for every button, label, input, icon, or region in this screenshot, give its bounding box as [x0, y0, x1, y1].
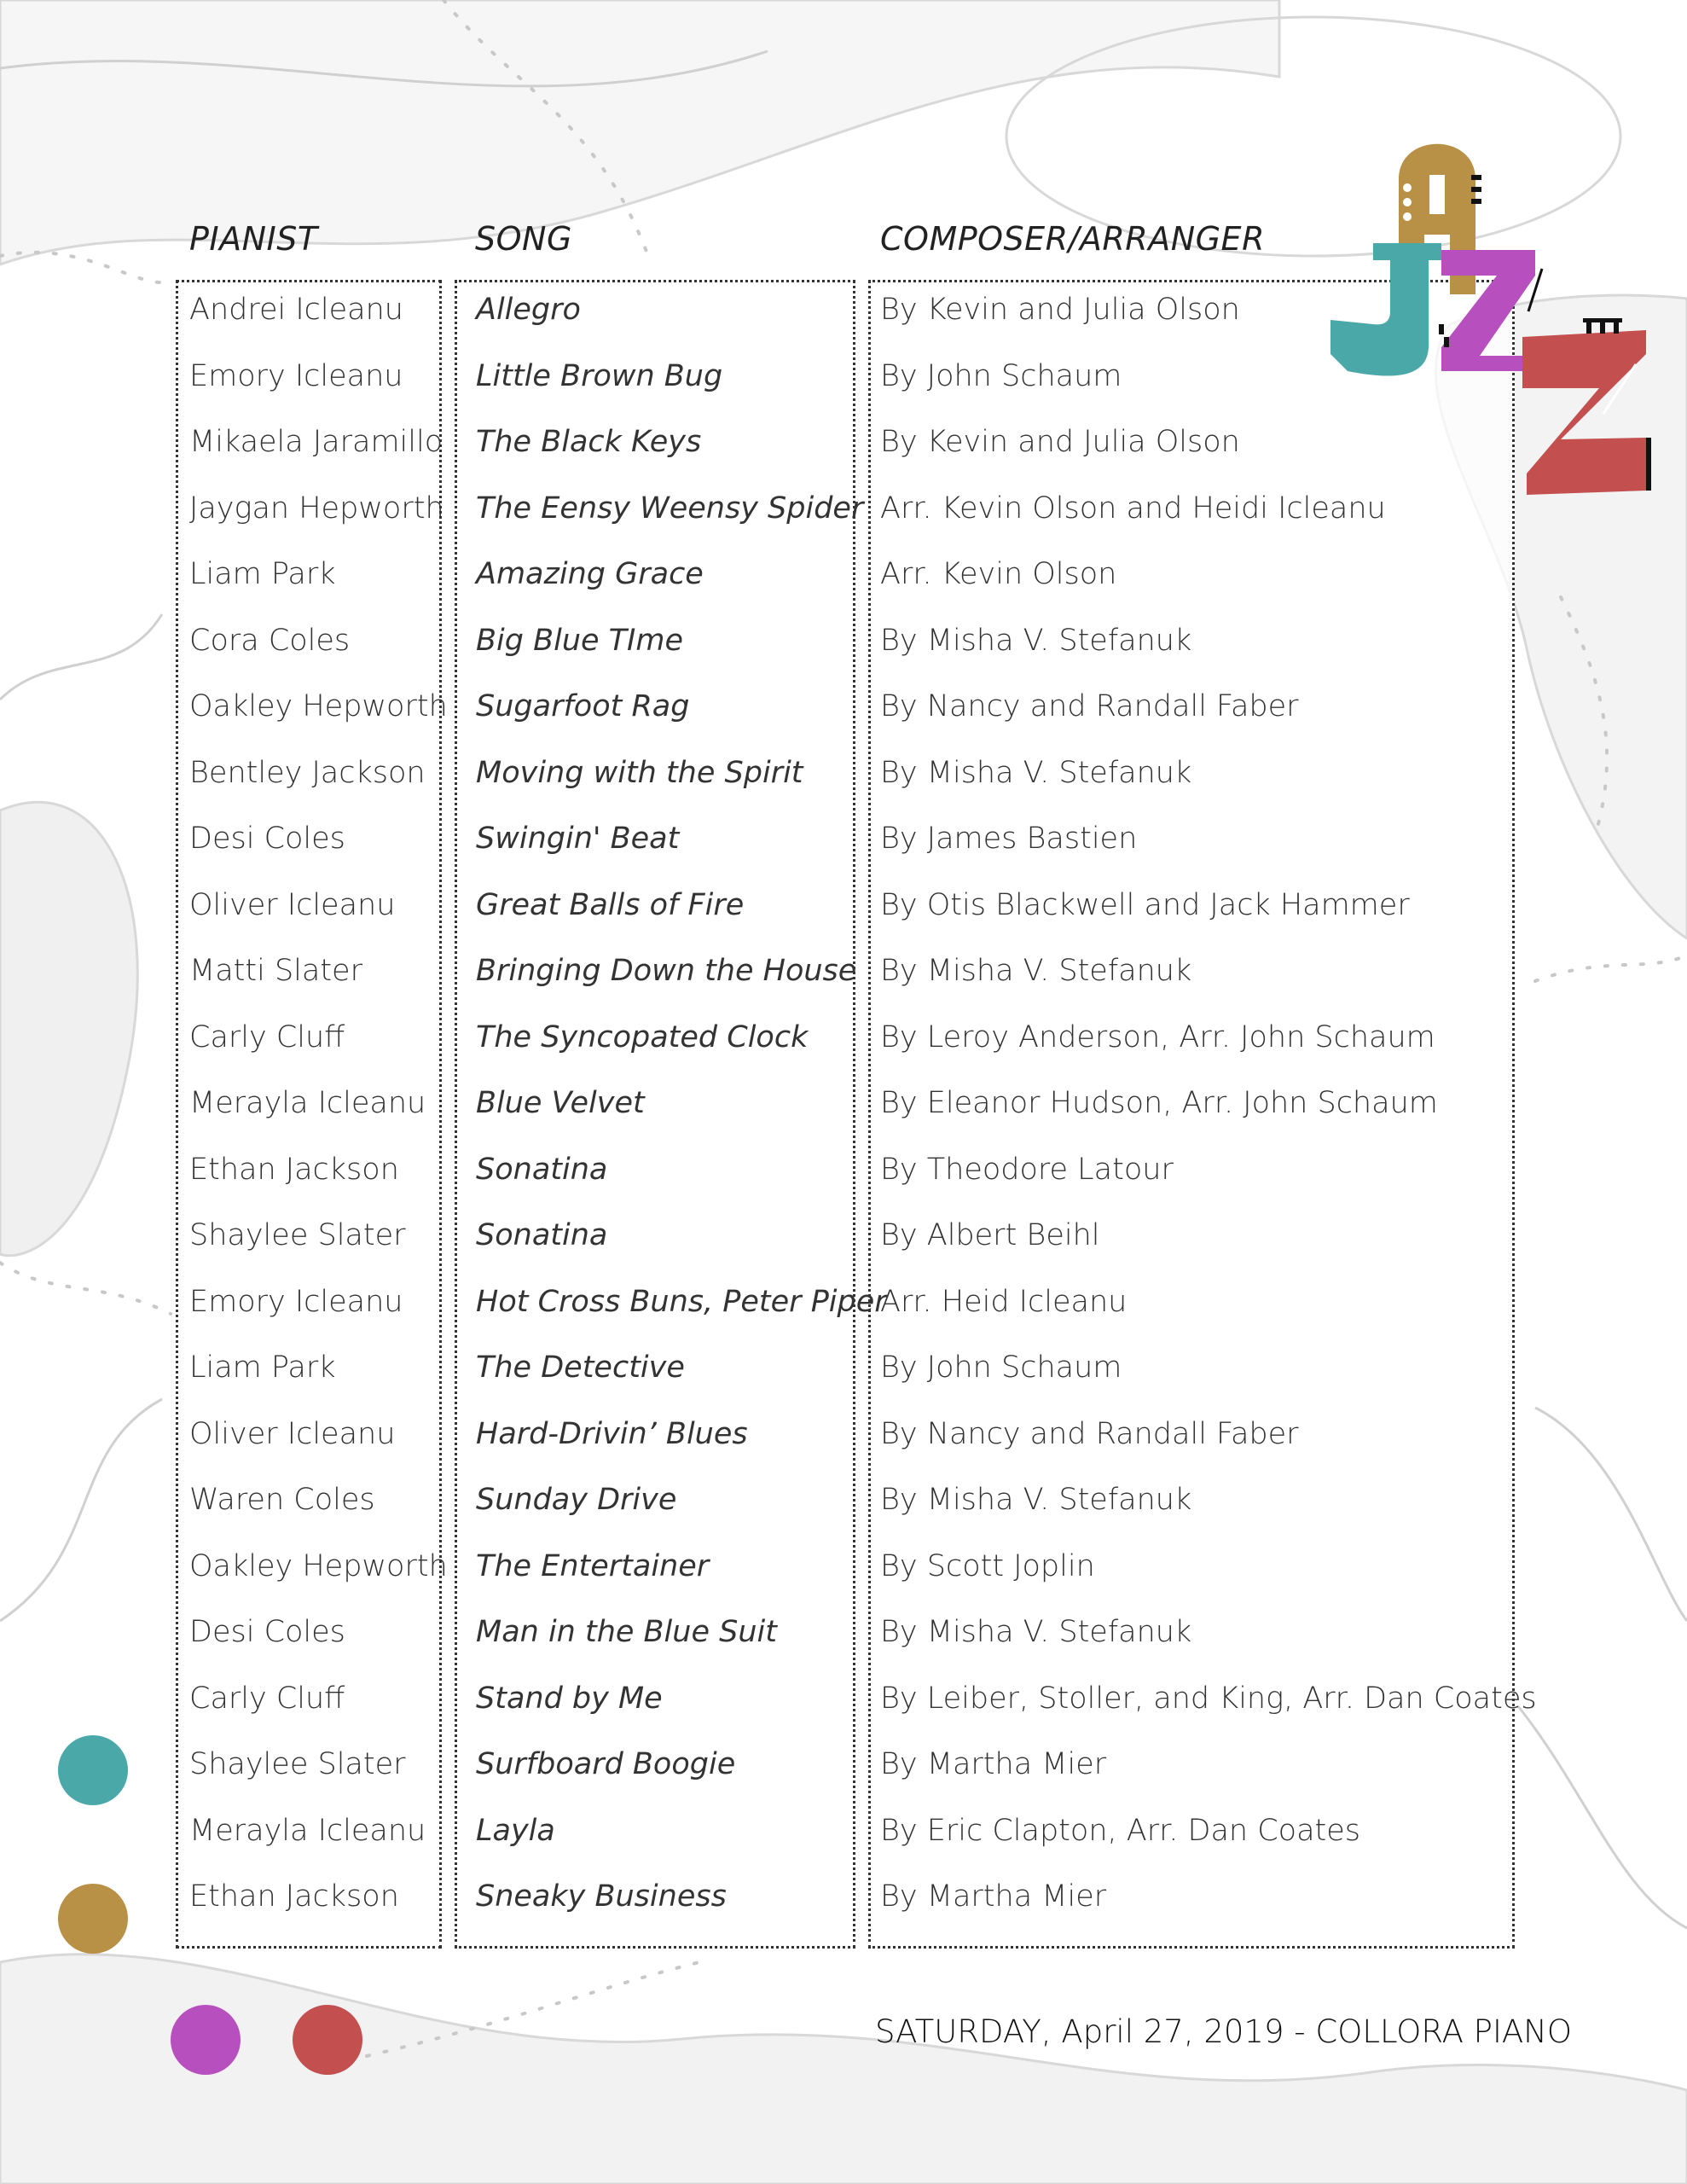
pianist-name: Merayla Icleanu — [189, 1813, 426, 1848]
song-title: The Detective — [476, 1350, 685, 1385]
pianist-name: Shaylee Slater — [189, 1747, 406, 1781]
song-column-header: SONG — [475, 220, 572, 258]
pianist-name: Oakley Hepworth — [189, 689, 448, 723]
pianist-name: Emory Icleanu — [189, 1284, 403, 1319]
pianist-name: Carly Cluff — [189, 1681, 345, 1716]
song-title: Swingin' Beat — [476, 822, 680, 856]
event-footer: SATURDAY, April 27, 2019 - COLLORA PIANO — [875, 2013, 1572, 2050]
composer-name: By Eleanor Hudson, Arr. John Schaum — [880, 1086, 1438, 1120]
song-title: Sneaky Business — [476, 1879, 727, 1914]
song-title: Sunday Drive — [476, 1483, 677, 1517]
gold-dot-decoration — [58, 1884, 128, 1954]
song-title: Great Balls of Fire — [476, 887, 745, 922]
composer-name: By Theodore Latour — [880, 1152, 1174, 1187]
song-title: Big Blue TIme — [476, 623, 683, 658]
composer-name: By Martha Mier — [880, 1747, 1107, 1781]
magenta-dot-decoration — [171, 2005, 241, 2075]
song-title: Amazing Grace — [476, 557, 704, 591]
pianist-column-header: PIANIST — [189, 220, 318, 258]
song-title: The Syncopated Clock — [476, 1019, 809, 1054]
song-title: Hard-Drivin’ Blues — [476, 1416, 748, 1451]
teal-dot-decoration — [58, 1735, 128, 1805]
composer-name: By John Schaum — [880, 358, 1122, 393]
pianist-name: Oliver Icleanu — [189, 1416, 396, 1451]
composer-name: By Leroy Anderson, Arr. John Schaum — [880, 1019, 1435, 1054]
song-title: Little Brown Bug — [476, 358, 723, 393]
pianist-name: Bentley Jackson — [189, 755, 426, 790]
song-title: Blue Velvet — [476, 1086, 645, 1120]
pianist-name: Emory Icleanu — [189, 358, 403, 393]
pianist-name: Oliver Icleanu — [189, 887, 396, 922]
composer-name: By Eric Clapton, Arr. Dan Coates — [880, 1813, 1361, 1848]
pianist-name: Mikaela Jaramillo — [189, 425, 443, 459]
pianist-name: Liam Park — [189, 557, 336, 591]
pianist-name: Oakley Hepworth — [189, 1548, 448, 1583]
pianist-name: Carly Cluff — [189, 1019, 345, 1054]
composer-name: Arr. Kevin Olson and Heidi Icleanu — [880, 491, 1386, 526]
pianist-name: Liam Park — [189, 1350, 336, 1385]
pianist-name: Ethan Jackson — [189, 1879, 399, 1914]
song-title: The Black Keys — [476, 425, 702, 459]
composer-name: By Nancy and Randall Faber — [880, 689, 1299, 723]
composer-name: By John Schaum — [880, 1350, 1122, 1385]
composer-name: By Misha V. Stefanuk — [880, 1483, 1192, 1517]
song-title: Sonatina — [476, 1152, 608, 1187]
pianist-name: Andrei Icleanu — [189, 293, 403, 327]
composer-name: By James Bastien — [880, 822, 1138, 856]
pianist-name: Jaygan Hepworth — [189, 491, 444, 526]
pianist-name: Cora Coles — [189, 623, 351, 658]
song-title: Allegro — [476, 293, 581, 327]
pianist-name: Merayla Icleanu — [189, 1086, 426, 1120]
song-title: Moving with the Spirit — [476, 755, 803, 790]
song-title: Sugarfoot Rag — [476, 689, 690, 723]
song-title: Hot Cross Buns, Peter Piper — [476, 1284, 887, 1319]
pianist-name: Desi Coles — [189, 1615, 345, 1649]
song-title: Layla — [476, 1813, 555, 1848]
composer-name: By Otis Blackwell and Jack Hammer — [880, 887, 1410, 922]
song-title: Sonatina — [476, 1218, 608, 1252]
composer-name: By Misha V. Stefanuk — [880, 1615, 1192, 1649]
composer-name: Arr. Heid Icleanu — [880, 1284, 1128, 1319]
pianist-name: Matti Slater — [189, 954, 362, 988]
composer-name: By Nancy and Randall Faber — [880, 1416, 1299, 1451]
jazz-logo-icon — [1330, 132, 1655, 508]
composer-name: By Martha Mier — [880, 1879, 1107, 1914]
song-title: Surfboard Boogie — [476, 1747, 736, 1781]
composer-name: By Leiber, Stoller, and King, Arr. Dan Coates — [880, 1681, 1537, 1716]
composer-name: By Kevin and Julia Olson — [880, 293, 1240, 327]
composer-name: By Misha V. Stefanuk — [880, 755, 1192, 790]
pianist-name: Desi Coles — [189, 822, 345, 856]
song-title: The Entertainer — [476, 1548, 710, 1583]
pianist-name: Ethan Jackson — [189, 1152, 399, 1187]
composer-column-header: COMPOSER/ARRANGER — [880, 220, 1265, 258]
song-title: The Eensy Weensy Spider — [476, 491, 864, 526]
composer-name: Arr. Kevin Olson — [880, 557, 1117, 591]
pianist-name: Waren Coles — [189, 1483, 375, 1517]
song-title: Stand by Me — [476, 1681, 663, 1716]
composer-name: By Kevin and Julia Olson — [880, 425, 1240, 459]
song-title: Man in the Blue Suit — [476, 1615, 777, 1649]
red-dot-decoration — [293, 2005, 362, 2075]
composer-name: By Scott Joplin — [880, 1548, 1095, 1583]
composer-name: By Misha V. Stefanuk — [880, 954, 1192, 988]
composer-name: By Albert Beihl — [880, 1218, 1100, 1252]
pianist-name: Shaylee Slater — [189, 1218, 406, 1252]
composer-name: By Misha V. Stefanuk — [880, 623, 1192, 658]
song-title: Bringing Down the House — [476, 954, 857, 988]
